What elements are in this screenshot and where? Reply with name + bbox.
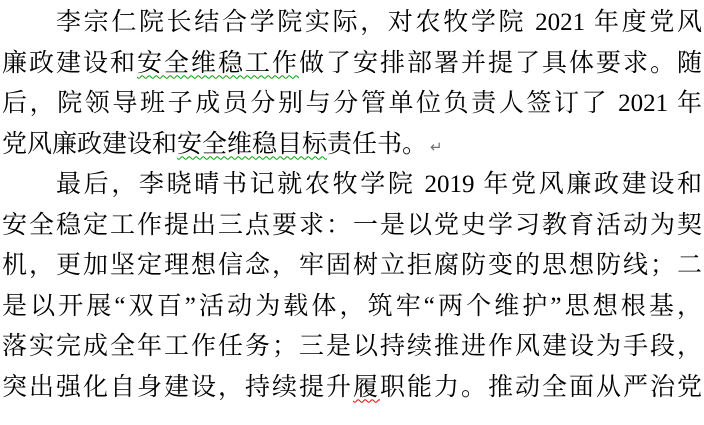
text-segment: 突出强化自身建设，持续提升 <box>2 373 353 401</box>
text-line <box>2 84 702 125</box>
text-segment: 落实完成全年工作任务；三是以持续推进作风建设为手段， <box>2 333 702 360</box>
spelling-underlined-text: 履 <box>352 373 380 401</box>
text-segment: 后，院领导班子成员分别与分管单位负责人签订了 2021 年 <box>2 90 702 117</box>
text-segment: 是以开展“双百”活动为载体，筑牢“两个维护”思想根基， <box>2 292 702 320</box>
grammar-underlined-text: 安全维稳工作 <box>137 49 299 77</box>
text-segment: 责任书。 <box>327 130 428 158</box>
paragraph <box>2 165 702 408</box>
text-segment: 李宗仁院长结合学院实际，对农牧学院 2021 年度党风 <box>56 9 702 36</box>
text-line <box>2 327 702 368</box>
text-line <box>2 125 702 166</box>
text-line <box>2 3 702 44</box>
text-line <box>2 206 702 247</box>
text-segment: 党风廉政建设和 <box>2 130 178 158</box>
text-segment: 安全稳定工作提出三点要求：一是以党史学习教育活动为契 <box>2 211 702 239</box>
text-segment: 职能力。推动全面从严治党 <box>379 373 702 401</box>
text-line <box>2 246 702 287</box>
paragraph <box>2 3 702 165</box>
grammar-underlined-text: 安全维稳目标 <box>177 130 328 158</box>
text-segment: 廉政建设和 <box>2 49 137 77</box>
text-line <box>2 287 702 328</box>
text-segment: 最后，李晓晴书记就农牧学院 2019 年党风廉政建设和 <box>56 171 702 198</box>
paragraph-mark-icon: ↵ <box>430 137 443 156</box>
text-segment: 机，更加坚定理想信念，牢固树立拒腐防变的思想防线；二 <box>2 252 702 279</box>
text-line <box>2 44 702 85</box>
text-segment: 做了安排部署并提了具体要求。随 <box>299 49 702 77</box>
text-line <box>2 368 702 409</box>
text-line <box>2 165 702 206</box>
